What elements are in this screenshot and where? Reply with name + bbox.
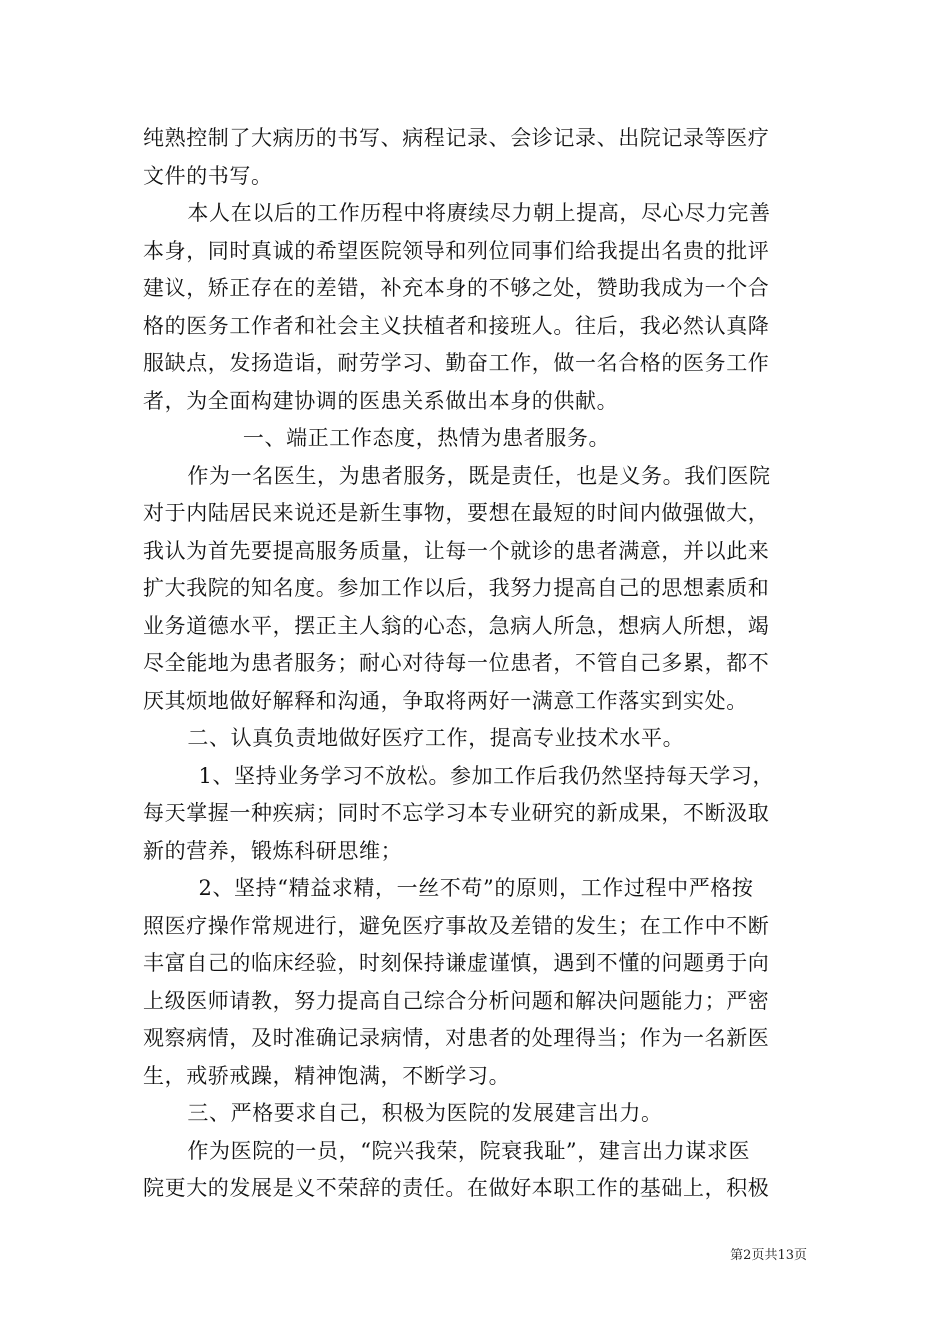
page-number: 第2页共13页 — [730, 1248, 807, 1263]
text-line: 作为一名医生，为患者服务，既是责任，也是义务。我们医院 — [187, 463, 771, 488]
text-line: 生，戒骄戒躁，精神饱满，不断学习。 — [143, 1063, 511, 1088]
text-line: 上级医师请教，努力提高自己综合分析问题和解决问题能力；严密 — [143, 988, 770, 1013]
text-line: 纯熟控制了大病历的书写、病程记录、会诊记录、出院记录等医疗 — [143, 126, 770, 150]
text-line: 对于内陆居民来说还是新生事物，要想在最短的时间内做强做大， — [143, 501, 770, 525]
text-line: 本身，同时真诚的希望医院领导和列位同事们给我提出名贵的批评 — [143, 238, 770, 263]
text-line: 新的营养，锻炼科研思维； — [143, 838, 403, 863]
text-line: 者，为全面构建协调的医患关系做出本身的供献。 — [143, 388, 619, 413]
text-line: 格的医务工作者和社会主义扶植者和接班人。往后，我必然认真降 — [143, 313, 770, 338]
text-line: 三、严格要求自己，积极为医院的发展建言出力。 — [187, 1101, 663, 1125]
text-line: 院更大的发展是义不荣辞的责任。在做好本职工作的基础上，积极 — [143, 1176, 770, 1200]
text-line: 本人在以后的工作历程中将赓续尽力朝上提高，尽心尽力完善 — [187, 201, 771, 225]
text-line: 2、坚持“精益求精，一丝不苟”的原则，工作过程中严格按 — [198, 876, 754, 900]
text-line: 业务道德水平，摆正主人翁的心态，急病人所急，想病人所想，竭 — [143, 613, 770, 638]
text-line: 服缺点，发扬造诣，耐劳学习、勤奋工作，做一名合格的医务工作 — [143, 351, 770, 375]
document-body — [143, 120, 809, 1208]
text-line: 观察病情，及时准确记录病情，对患者的处理得当；作为一名新医 — [143, 1026, 770, 1050]
text-line: 一、端正工作态度，热情为患者服务。 — [242, 426, 611, 450]
text-line: 作为医院的一员，“院兴我荣，院衰我耻”，建言出力谋求医 — [187, 1138, 751, 1163]
text-line: 每天掌握一种疾病；同时不忘学习本专业研究的新成果，不断汲取 — [143, 801, 770, 825]
text-line: 我认为首先要提高服务质量，让每一个就诊的患者满意，并以此来 — [143, 538, 770, 563]
text-line: 照医疗操作常规进行，避免医疗事故及差错的发生；在工作中不断 — [143, 913, 770, 938]
page-footer — [0, 1244, 950, 1263]
text-line: 建议，矫正存在的差错，补充本身的不够之处，赞助我成为一个合 — [143, 276, 770, 300]
text-line: 厌其烦地做好解释和沟通，争取将两好一满意工作落实到实处。 — [143, 688, 748, 713]
text-line: 扩大我院的知名度。参加工作以后，我努力提高自己的思想素质和 — [143, 576, 770, 600]
text-line: 尽全能地为患者服务；耐心对待每一位患者，不管自己多累，都不 — [143, 651, 770, 675]
text-line: 文件的书写。 — [143, 163, 273, 188]
text-line: 二、认真负责地做好医疗工作，提高专业技术水平。 — [187, 726, 685, 750]
text-line: 1、坚持业务学习不放松。参加工作后我仍然坚持每天学习， — [198, 763, 775, 788]
text-line: 丰富自己的临床经验，时刻保持谦虚谨慎，遇到不懂的问题勇于向 — [143, 951, 770, 975]
